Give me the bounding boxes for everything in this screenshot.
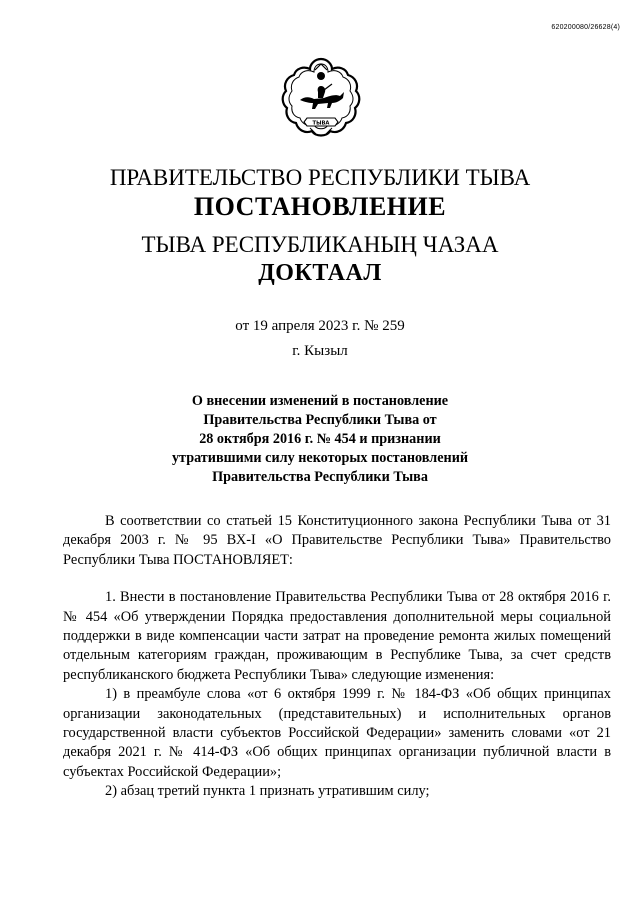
- decree-date-number: от 19 апреля 2023 г. № 259: [235, 318, 405, 334]
- subject-line: Правительства Республики Тыва: [212, 469, 428, 485]
- coat-of-arms: [280, 56, 362, 142]
- decree-body: [63, 512, 611, 802]
- government-title-tyvan: ТЫВА РЕСПУБЛИКАНЫҢ ЧАЗАА: [141, 232, 499, 257]
- decree-subject: [120, 392, 520, 487]
- subject-line: 28 октября 2016 г. № 454 и признании: [199, 431, 441, 447]
- body-paragraph: 1. Внести в постановление Правительства Республики Тыва от 28 октября 2016 г. № 454 «Об утверждении Порядка предоставления дополнительной меры социальной поддержки в виде компенсации части затрат на проведение ремонта жилых помещений отдельным категориям граждан, проживающим в Республике Тыва, за счет средств республиканского бюджета Республики Тыва» следующие изменения:: [63, 589, 611, 683]
- document-number: 620200080/26628(4): [551, 24, 620, 31]
- body-paragraph: 1) в преамбуле слова «от 6 октября 1999 г. № 184-ФЗ «Об общих принципах организации законодательных (представительных) и исполнительных органов государственной власти субъектов Российской Федерации» заменить словами «от 21 декабря 2021 г. № 414-ФЗ «Об общих принципах организации публичной власти в субъектах Российской Федерации»;: [63, 686, 611, 780]
- svg-text:ТЫВА: ТЫВА: [312, 120, 330, 127]
- decree-title-tyvan: ДОКТААЛ: [258, 260, 382, 286]
- decree-title: ПОСТАНОВЛЕНИЕ: [193, 192, 447, 221]
- subject-line: О внесении изменений в постановление: [191, 393, 449, 409]
- subject-line: Правительства Республики Тыва от: [203, 412, 437, 428]
- preamble-paragraph: В соответствии со статьей 15 Конституционного закона Республики Тыва от 31 декабря 2003 г. № 95 ВХ-I «О Правительстве Республики Тыва» Правительство Республики Тыва ПОСТАНОВЛЯЕТ:: [63, 513, 611, 568]
- subject-line: утратившими силу некоторых постановлений: [171, 450, 469, 466]
- tuva-coat-of-arms-icon: [280, 56, 362, 142]
- government-title: ПРАВИТЕЛЬСТВО РЕСПУБЛИКИ ТЫВА: [109, 165, 531, 190]
- body-paragraph: 2) абзац третий пункта 1 признать утратившим силу;: [105, 783, 430, 800]
- city: г. Кызыл: [292, 343, 348, 359]
